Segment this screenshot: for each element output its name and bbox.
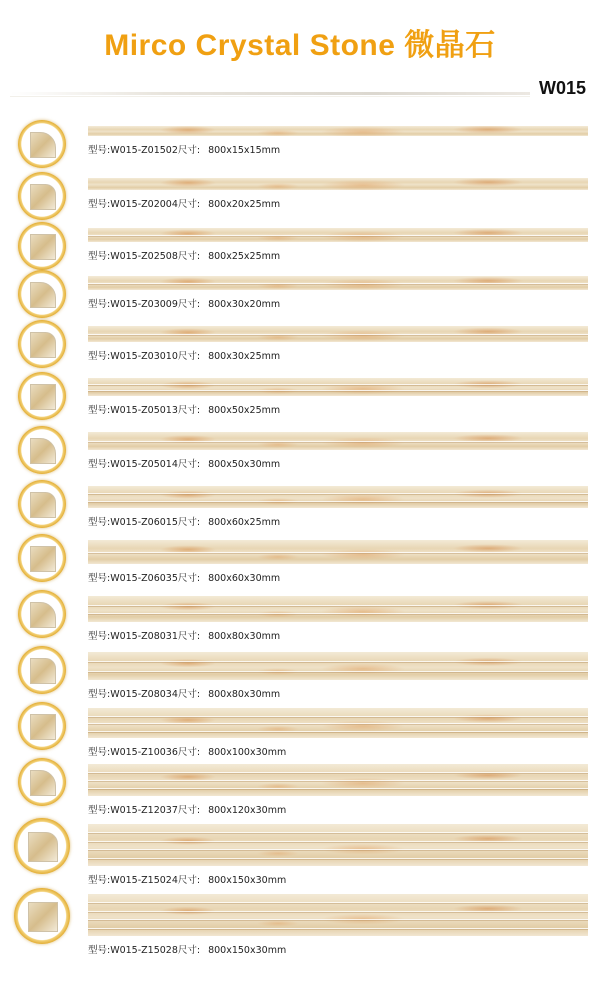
profile-cross-section-icon: [18, 270, 66, 318]
strip-groove: [88, 671, 588, 672]
profile-cross-section-icon: [18, 372, 66, 420]
profile-cross-section-icon: [18, 320, 66, 368]
model-number: W015-Z15024: [110, 875, 178, 886]
size-value: 800x120x30mm: [208, 805, 287, 816]
strip-groove: [88, 723, 588, 724]
molding-profile-shape: [30, 132, 56, 158]
strip-groove: [88, 928, 588, 929]
product-spec-label: [88, 248, 280, 262]
model-number: W015-Z15028: [110, 945, 178, 956]
strip-groove: [88, 772, 588, 773]
model-prefix: 型号:: [88, 945, 111, 956]
product-spec-label: [88, 744, 286, 758]
size-value: 800x25x25mm: [208, 251, 281, 262]
model-number: W015-Z02004: [110, 199, 178, 210]
molding-strip-image: [88, 894, 588, 936]
model-number: W015-Z03009: [110, 299, 178, 310]
model-prefix: 型号:: [88, 631, 111, 642]
strip-groove: [88, 911, 588, 912]
molding-strip-image: [88, 540, 588, 564]
molding-strip-image: [88, 276, 588, 290]
size-value: 800x60x30mm: [208, 573, 281, 584]
molding-profile-shape: [30, 184, 56, 210]
model-number: W015-Z10036: [110, 747, 178, 758]
molding-profile-shape: [30, 234, 56, 260]
molding-profile-shape: [28, 902, 58, 932]
model-number: W015-Z08034: [110, 689, 178, 700]
molding-strip-image: [88, 486, 588, 508]
size-prefix: 尺寸:: [177, 517, 201, 528]
model-prefix: 型号:: [88, 517, 111, 528]
molding-strip-image: [88, 178, 588, 190]
molding-strip-image: [88, 432, 588, 450]
molding-strip-image: [88, 764, 588, 796]
model-number: W015-Z01502: [110, 145, 178, 156]
size-prefix: 尺寸:: [177, 945, 201, 956]
header-divider: [10, 92, 530, 95]
profile-cross-section-icon: [18, 702, 66, 750]
model-prefix: 型号:: [88, 351, 111, 362]
strip-groove: [88, 493, 588, 494]
header-divider-shadow: [10, 96, 530, 97]
profile-cross-section-icon: [18, 646, 66, 694]
model-number: W015-Z06035: [110, 573, 178, 584]
product-spec-label: [88, 196, 280, 210]
size-value: 800x50x30mm: [208, 459, 281, 470]
model-number: W015-Z05013: [110, 405, 178, 416]
size-prefix: 尺寸:: [177, 251, 201, 262]
product-spec-label: [88, 802, 286, 816]
molding-profile-shape: [30, 658, 56, 684]
size-prefix: 尺寸:: [177, 199, 201, 210]
molding-profile-shape: [30, 714, 56, 740]
size-value: 800x100x30mm: [208, 747, 287, 758]
strip-groove: [88, 235, 588, 236]
size-value: 800x60x25mm: [208, 517, 281, 528]
size-value: 800x30x20mm: [208, 299, 281, 310]
profile-cross-section-icon: [18, 758, 66, 806]
model-number: W015-Z02508: [110, 251, 178, 262]
molding-strip-image: [88, 708, 588, 738]
strip-groove: [88, 731, 588, 732]
profile-cross-section-icon: [18, 120, 66, 168]
size-value: 800x80x30mm: [208, 631, 281, 642]
strip-groove: [88, 849, 588, 850]
profile-cross-section-icon: [18, 534, 66, 582]
size-prefix: 尺寸:: [177, 805, 201, 816]
model-prefix: 型号:: [88, 405, 111, 416]
profile-cross-section-icon: [18, 480, 66, 528]
size-prefix: 尺寸:: [177, 459, 201, 470]
model-prefix: 型号:: [88, 199, 111, 210]
molding-strip-image: [88, 326, 588, 342]
strip-groove: [88, 552, 588, 553]
strip-groove: [88, 441, 588, 442]
model-prefix: 型号:: [88, 689, 111, 700]
molding-profile-shape: [30, 602, 56, 628]
model-prefix: 型号:: [88, 875, 111, 886]
size-prefix: 尺寸:: [177, 145, 201, 156]
profile-cross-section-icon: [18, 222, 66, 270]
strip-groove: [88, 613, 588, 614]
model-prefix: 型号:: [88, 145, 111, 156]
size-prefix: 尺寸:: [177, 573, 201, 584]
product-spec-label: [88, 514, 280, 528]
strip-groove: [88, 384, 588, 385]
strip-groove: [88, 832, 588, 833]
strip-groove: [88, 716, 588, 717]
size-value: 800x20x25mm: [208, 199, 281, 210]
molding-profile-shape: [30, 332, 56, 358]
product-spec-label: [88, 628, 280, 642]
product-spec-label: [88, 942, 286, 956]
molding-strip-image: [88, 652, 588, 680]
model-number: W015-Z08031: [110, 631, 178, 642]
size-prefix: 尺寸:: [177, 689, 201, 700]
catalog-code: W015: [538, 78, 586, 98]
molding-profile-shape: [30, 492, 56, 518]
molding-profile-shape: [28, 832, 58, 862]
size-prefix: 尺寸:: [177, 747, 201, 758]
strip-groove: [88, 858, 588, 859]
model-number: W015-Z05014: [110, 459, 178, 470]
molding-strip-image: [88, 378, 588, 396]
profile-cross-section-icon: [18, 172, 66, 220]
size-value: 800x30x25mm: [208, 351, 281, 362]
product-spec-label: [88, 296, 280, 310]
model-prefix: 型号:: [88, 251, 111, 262]
size-prefix: 尺寸:: [177, 631, 201, 642]
model-prefix: 型号:: [88, 805, 111, 816]
strip-groove: [88, 902, 588, 903]
strip-groove: [88, 334, 588, 335]
profile-cross-section-icon: [18, 590, 66, 638]
profile-cross-section-icon: [14, 888, 70, 944]
size-value: 800x150x30mm: [208, 875, 287, 886]
molding-strip-image: [88, 228, 588, 242]
model-number: W015-Z12037: [110, 805, 178, 816]
model-prefix: 型号:: [88, 459, 111, 470]
strip-groove: [88, 780, 588, 781]
strip-groove: [88, 501, 588, 502]
model-prefix: 型号:: [88, 747, 111, 758]
molding-profile-shape: [30, 438, 56, 464]
page-title: Mirco Crystal Stone 微晶石: [104, 29, 496, 62]
size-value: 800x15x15mm: [208, 145, 281, 156]
profile-cross-section-icon: [18, 426, 66, 474]
product-spec-label: [88, 872, 286, 886]
product-spec-label: [88, 402, 280, 416]
size-value: 800x80x30mm: [208, 689, 281, 700]
strip-groove: [88, 283, 588, 284]
molding-strip-image: [88, 824, 588, 866]
strip-groove: [88, 605, 588, 606]
product-spec-label: [88, 456, 280, 470]
model-prefix: 型号:: [88, 573, 111, 584]
strip-groove: [88, 919, 588, 920]
molding-profile-shape: [30, 546, 56, 572]
size-prefix: 尺寸:: [177, 875, 201, 886]
strip-groove: [88, 841, 588, 842]
molding-profile-shape: [30, 384, 56, 410]
product-spec-label: [88, 142, 280, 156]
strip-groove: [88, 661, 588, 662]
strip-groove: [88, 390, 588, 391]
molding-strip-image: [88, 596, 588, 622]
size-prefix: 尺寸:: [177, 405, 201, 416]
size-prefix: 尺寸:: [177, 351, 201, 362]
molding-profile-shape: [30, 770, 56, 796]
model-number: W015-Z03010: [110, 351, 178, 362]
size-value: 800x150x30mm: [208, 945, 287, 956]
molding-strip-image: [88, 126, 588, 136]
product-spec-label: [88, 570, 280, 584]
profile-cross-section-icon: [14, 818, 70, 874]
size-value: 800x50x25mm: [208, 405, 281, 416]
molding-profile-shape: [30, 282, 56, 308]
model-number: W015-Z06015: [110, 517, 178, 528]
product-spec-label: [88, 348, 280, 362]
strip-groove: [88, 788, 588, 789]
model-prefix: 型号:: [88, 299, 111, 310]
product-spec-label: [88, 686, 280, 700]
size-prefix: 尺寸:: [177, 299, 201, 310]
